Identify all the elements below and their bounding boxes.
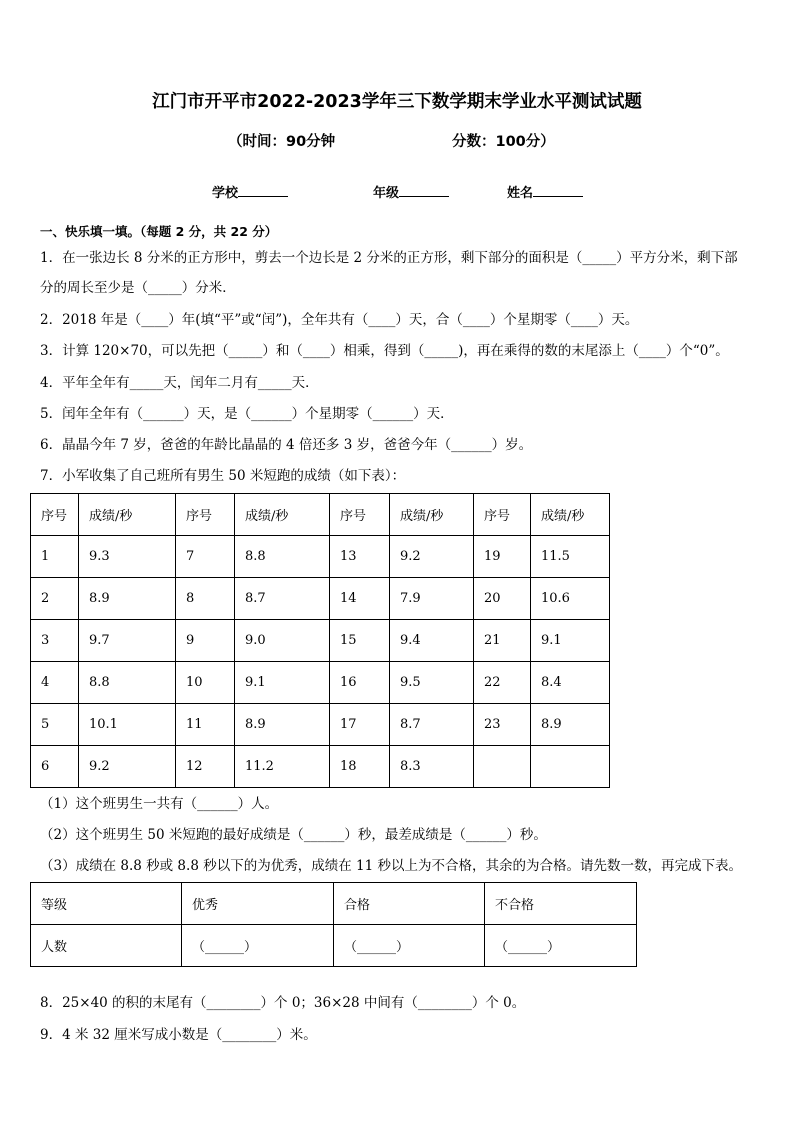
question-8: 8．25×40 的积的末尾有（________）个 0；36×28 中间有（________）个 0。 [40,995,526,1011]
answer-blank[interactable]: （______） [334,925,485,967]
table-cell: 8.4 [531,662,610,704]
header-cell: 成绩/秒 [235,494,330,536]
name-label: 姓名 [507,186,534,201]
question-1-line2: 分的周长至少是（_____）分米． [40,280,236,296]
question-1-line1: 1．在一张边长 8 分米的正方形中，剪去一个边长是 2 分米的正方形，剩下部分的面积是（_____）平方分米，剩下部 [40,250,738,266]
table-cell: 1 [31,536,79,578]
table-cell: 22 [474,662,531,704]
table-row [31,704,610,746]
table-cell: 8.8 [235,536,330,578]
table-row [31,578,610,620]
row-label: 人数 [31,925,182,967]
table-cell: 8.9 [235,704,330,746]
table-cell [474,746,531,788]
table-cell: 9.1 [235,662,330,704]
question-7-sub-1: （1）这个班男生一共有（______）人。 [40,796,279,812]
table-cell: 8.9 [531,704,610,746]
grade-table [30,882,637,967]
table-row [31,620,610,662]
table-cell: 7 [176,536,235,578]
table-row [31,746,610,788]
question-7-sub-2: （2）这个班男生 50 米短跑的最好成绩是（______）秒，最差成绩是（______）秒。 [40,827,547,843]
table-cell: 2 [31,578,79,620]
table-cell: 8.3 [390,746,474,788]
question-4: 4．平年全年有_____天，闰年二月有_____天． [40,375,319,391]
table-cell: 8 [176,578,235,620]
table-cell: 18 [330,746,390,788]
header-cell: 序号 [176,494,235,536]
page-title: 江门市开平市2022-2023学年三下数学期末学业水平测试试题 [152,92,642,112]
school-label: 学校 [212,186,239,201]
answer-blank[interactable]: （______） [485,925,637,967]
table-cell: 16 [330,662,390,704]
header-cell: 合格 [334,883,485,925]
table-cell: 23 [474,704,531,746]
table-cell: 8.7 [235,578,330,620]
table-cell: 11 [176,704,235,746]
section-title: 一、快乐填一填。（每题 2 分，共 22 分） [40,224,278,239]
question-9: 9．4 米 32 厘米写成小数是（________）米。 [40,1027,317,1043]
table-cell [531,746,610,788]
score-table [30,493,610,788]
table-cell: 19 [474,536,531,578]
table-cell: 9.3 [79,536,176,578]
table-cell: 10.1 [79,704,176,746]
table-cell: 9.2 [79,746,176,788]
table-cell: 12 [176,746,235,788]
score-table-header [31,494,610,536]
table-cell: 6 [31,746,79,788]
table-cell: 8.7 [390,704,474,746]
grade-table-header [31,883,637,925]
school-blank[interactable] [238,184,288,197]
table-cell: 4 [31,662,79,704]
table-cell: 20 [474,578,531,620]
table-cell: 17 [330,704,390,746]
answer-blank[interactable]: （______） [182,925,334,967]
header-cell: 序号 [31,494,79,536]
table-cell: 3 [31,620,79,662]
grade-field[interactable] [373,182,449,201]
table-row [31,925,637,967]
header-cell: 成绩/秒 [531,494,610,536]
table-cell: 10.6 [531,578,610,620]
table-cell: 15 [330,620,390,662]
question-7-sub-3: （3）成绩在 8.8 秒或 8.8 秒以下的为优秀，成绩在 11 秒以上为不合格，其余的为合格。请先数一数，再完成下表。 [40,858,742,874]
header-cell: 序号 [330,494,390,536]
table-cell: 8.9 [79,578,176,620]
table-cell: 7.9 [390,578,474,620]
grade-label: 年级 [373,186,400,201]
header-cell: 成绩/秒 [390,494,474,536]
header-cell: 成绩/秒 [79,494,176,536]
table-cell: 21 [474,620,531,662]
table-cell: 9.5 [390,662,474,704]
school-field[interactable] [212,182,288,201]
table-cell: 11.2 [235,746,330,788]
exam-time: （时间：90分钟 [228,134,336,150]
table-cell: 9.7 [79,620,176,662]
header-cell: 优秀 [182,883,334,925]
table-cell: 9.2 [390,536,474,578]
table-cell: 11.5 [531,536,610,578]
exam-score: 分数：100分） [452,134,555,150]
table-cell: 14 [330,578,390,620]
question-7: 7．小军收集了自己班所有男生 50 米短跑的成绩（如下表）： [40,468,406,484]
table-cell: 9.0 [235,620,330,662]
header-cell: 等级 [31,883,182,925]
header-cell: 不合格 [485,883,637,925]
question-5: 5．闰年全年有（______）天，是（______）个星期零（______）天． [40,406,454,422]
table-cell: 9.1 [531,620,610,662]
name-blank[interactable] [533,184,583,197]
table-cell: 5 [31,704,79,746]
table-row [31,536,610,578]
grade-blank[interactable] [399,184,449,197]
question-6: 6．晶晶今年 7 岁，爸爸的年龄比晶晶的 4 倍还多 3 岁，爸爸今年（______）岁。 [40,437,533,453]
table-row [31,662,610,704]
table-cell: 9.4 [390,620,474,662]
table-cell: 13 [330,536,390,578]
question-2: 2．2018 年是（____）年(填“平”或“闰”)，全年共有（____）天，合（____）个星期零（____）天。 [40,312,639,328]
table-cell: 9 [176,620,235,662]
question-3: 3．计算 120×70，可以先把（_____）和（____）相乘，得到（_____)，再在乘得的数的末尾添上（____）个“0”。 [40,343,729,359]
table-cell: 10 [176,662,235,704]
name-field[interactable] [507,182,583,201]
table-cell: 8.8 [79,662,176,704]
header-cell: 序号 [474,494,531,536]
